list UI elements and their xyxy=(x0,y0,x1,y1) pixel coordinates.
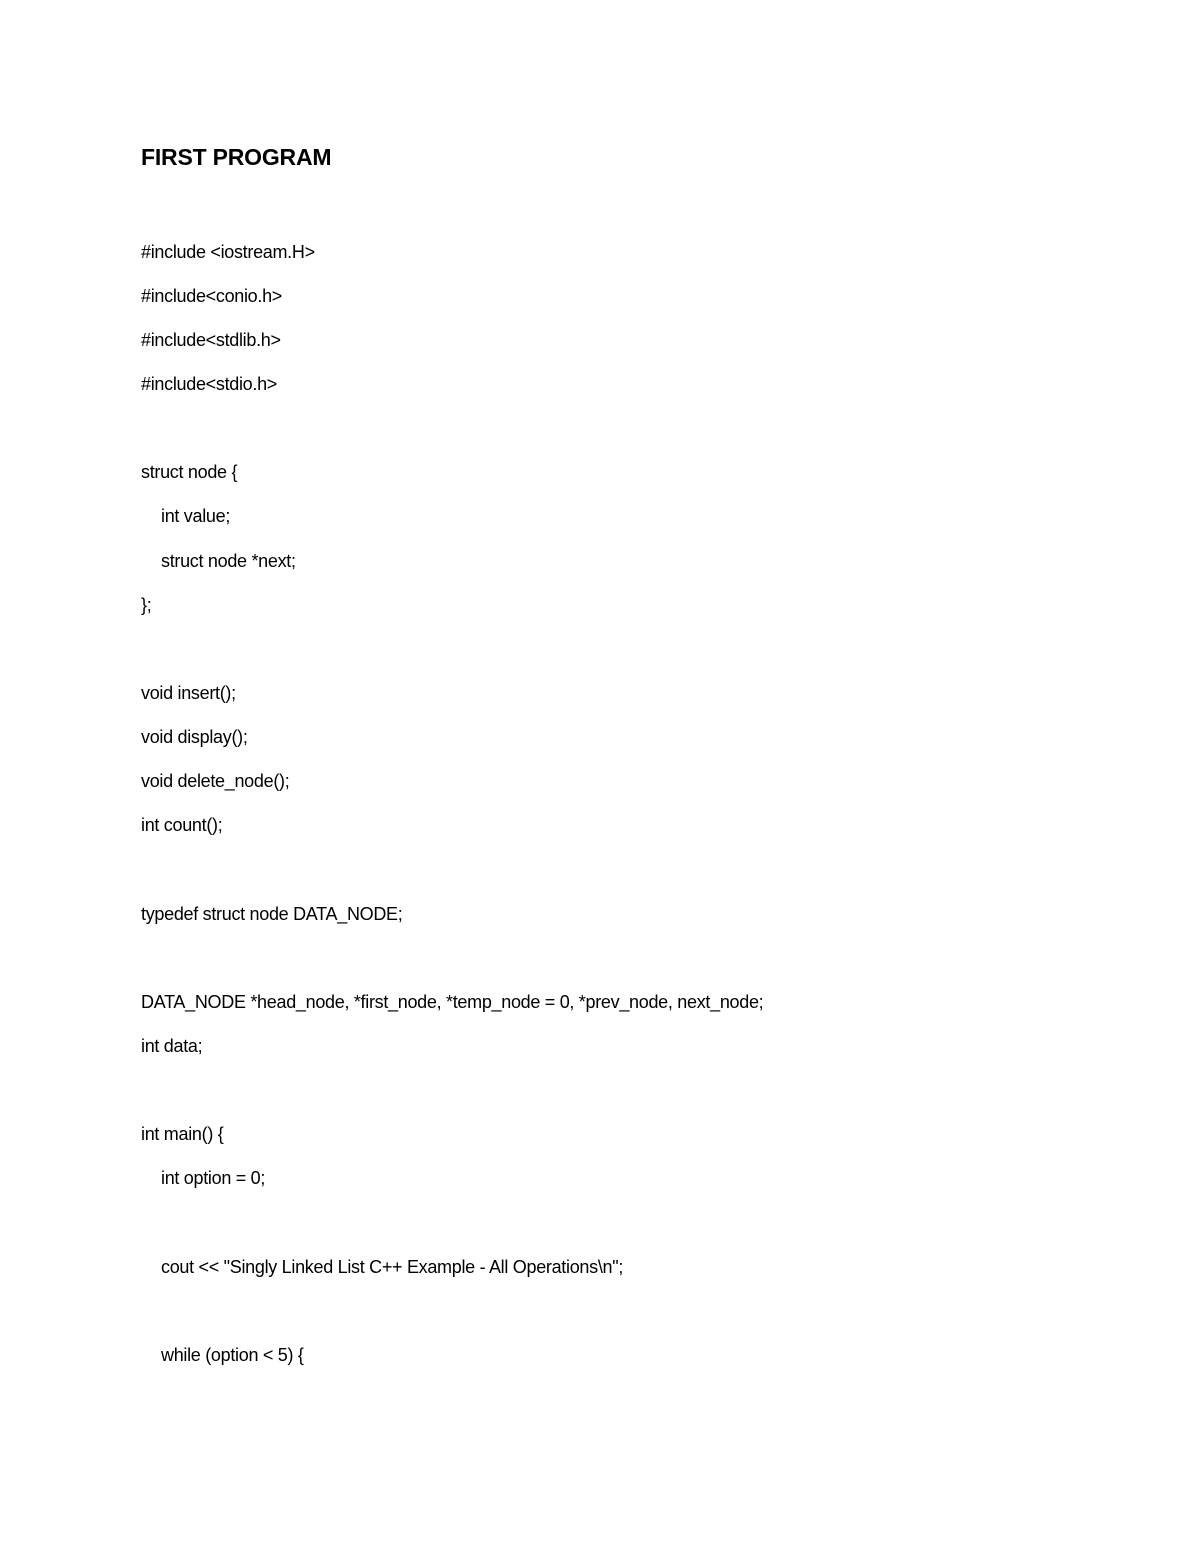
code-line: int data; xyxy=(141,1036,203,1056)
code-line: int count(); xyxy=(141,815,223,835)
code-line: cout << "Singly Linked List C++ Example - All Operations\n"; xyxy=(161,1257,624,1277)
code-line: struct node { xyxy=(141,462,238,482)
code-line: while (option < 5) { xyxy=(161,1345,304,1365)
code-line: void insert(); xyxy=(141,683,236,703)
code-line: #include <iostream.H> xyxy=(141,242,315,262)
code-line: }; xyxy=(141,595,152,615)
code-line: #include<stdlib.h> xyxy=(141,330,281,350)
page-title: FIRST PROGRAM xyxy=(141,144,332,170)
code-line: int value; xyxy=(161,506,231,526)
code-block xyxy=(141,0,1141,1553)
code-line: void delete_node(); xyxy=(141,771,290,791)
code-line: int option = 0; xyxy=(161,1168,266,1188)
code-line: typedef struct node DATA_NODE; xyxy=(141,904,403,924)
code-line: void display(); xyxy=(141,727,248,747)
code-line: DATA_NODE *head_node, *first_node, *temp_node = 0, *prev_node, next_node; xyxy=(141,992,764,1012)
code-line: #include<conio.h> xyxy=(141,286,283,306)
code-line: #include<stdio.h> xyxy=(141,374,278,394)
code-line: int main() { xyxy=(141,1124,224,1144)
code-line: struct node *next; xyxy=(161,551,296,571)
